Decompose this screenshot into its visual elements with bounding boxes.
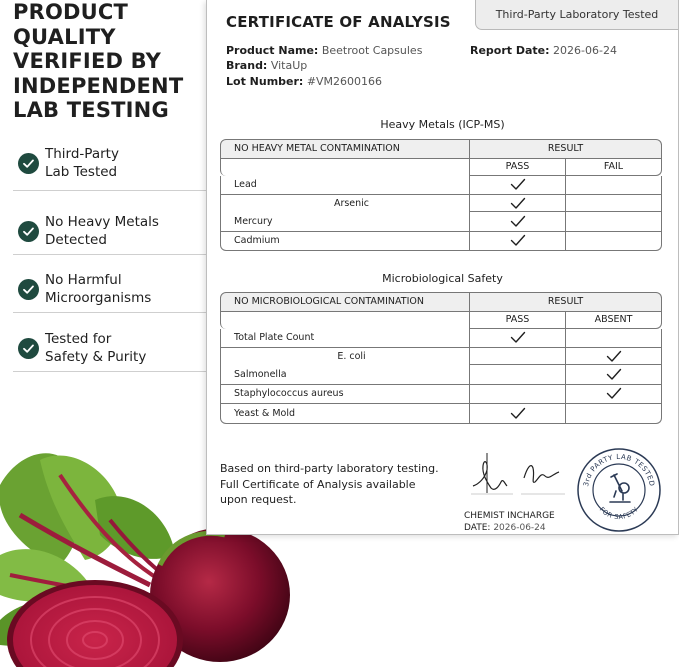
third-party-tag: Third-Party Laboratory Tested	[475, 0, 678, 30]
feature-label: Tested for	[45, 331, 112, 347]
certificate-card	[206, 0, 679, 535]
table-header: NO MICROBIOLOGICAL CONTAMINATION	[220, 292, 470, 312]
result-cell-col2	[566, 329, 662, 349]
table-row	[220, 212, 662, 232]
heavy-metals-title: Heavy Metals (ICP-MS)	[380, 118, 505, 131]
row-label: Salmonella	[220, 365, 470, 385]
lot-number-value: #VM2600166	[306, 75, 383, 88]
result-cell-col1	[470, 195, 566, 212]
microbiology-title: Microbiological Safety	[382, 272, 503, 285]
table-row	[220, 329, 662, 349]
feature-no-harmful-microorganisms	[13, 256, 206, 313]
table-row	[220, 385, 662, 405]
chemist-block	[464, 510, 555, 534]
seal-bottom-text: FOR SAFETY	[597, 505, 641, 522]
footnote	[220, 461, 439, 508]
chemist-label: CHEMIST INCHARGE	[464, 511, 555, 521]
seal-top-text: 3rd PARTY LAB TESTED	[582, 452, 656, 488]
headline-line: INDEPENDENT	[13, 73, 184, 98]
table-subheader-pass: PASS	[470, 312, 566, 329]
row-label: Staphylococcus aureus	[220, 385, 470, 405]
result-cell-col1	[470, 232, 566, 252]
lot-number	[226, 75, 382, 88]
table-row	[220, 365, 662, 385]
table-row	[220, 195, 662, 212]
report-date-value: 2026-06-24	[553, 44, 617, 57]
row-label: Arsenic	[220, 195, 470, 212]
lab-tested-seal	[576, 447, 662, 533]
table-subheader-absent: ABSENT	[566, 312, 662, 329]
check-circle-icon	[18, 338, 39, 359]
checkmark-icon	[510, 331, 526, 344]
check-circle-icon	[18, 279, 39, 300]
result-cell-col2	[566, 365, 662, 385]
headline	[13, 0, 203, 123]
brand-label: Brand:	[226, 59, 268, 72]
table-row	[220, 176, 662, 196]
feature-label: Detected	[45, 232, 107, 248]
headline-line: PRODUCT	[13, 0, 129, 24]
row-label: Yeast & Mold	[220, 404, 470, 424]
feature-label: Microorganisms	[45, 290, 152, 306]
result-cell-col1	[470, 385, 566, 405]
result-cell-col2	[566, 232, 662, 252]
table-header-result: RESULT	[470, 139, 662, 159]
checkmark-icon	[510, 234, 526, 247]
result-cell-col1	[470, 365, 566, 385]
result-cell-col2	[566, 404, 662, 424]
checkmark-icon	[606, 387, 622, 400]
product-name-value: Beetroot Capsules	[321, 44, 423, 57]
lot-number-label: Lot Number:	[226, 75, 304, 88]
headline-line: VERIFIED BY	[13, 49, 162, 73]
result-cell-col2	[566, 385, 662, 405]
checkmark-icon	[510, 197, 526, 210]
product-name-label: Product Name:	[226, 44, 319, 57]
row-label: E. coli	[220, 348, 470, 365]
result-cell-col1	[470, 404, 566, 424]
product-name	[226, 44, 422, 57]
microbiology-table	[220, 292, 662, 424]
checkmark-icon	[510, 215, 526, 228]
result-cell-col2	[566, 195, 662, 212]
brand-value: VitaUp	[270, 59, 308, 72]
table-subheader-fail: FAIL	[566, 159, 662, 176]
row-label: Mercury	[220, 212, 470, 232]
heavy-metals-table	[220, 139, 662, 251]
check-circle-icon	[18, 221, 39, 242]
result-cell-col1	[470, 329, 566, 349]
result-cell-col2	[566, 176, 662, 196]
report-date	[470, 44, 617, 57]
feature-safety-purity	[13, 315, 206, 372]
checkmark-icon	[510, 407, 526, 420]
feature-label: Third-Party	[45, 146, 119, 162]
table-subheader-pass: PASS	[470, 159, 566, 176]
feature-label: No Harmful	[45, 272, 122, 288]
table-row	[220, 232, 662, 252]
footnote-line: Full Certificate of Analysis available	[220, 477, 416, 491]
result-cell-col2	[566, 212, 662, 232]
table-subheader-empty	[220, 312, 470, 329]
feature-third-party	[13, 134, 206, 191]
feature-label: Lab Tested	[45, 164, 118, 180]
row-label: Cadmium	[220, 232, 470, 252]
check-circle-icon	[18, 153, 39, 174]
table-header: NO HEAVY METAL CONTAMINATION	[220, 139, 470, 159]
checkmark-icon	[510, 178, 526, 191]
result-cell-col1	[470, 348, 566, 365]
row-label: Lead	[220, 176, 470, 196]
certificate-title: CERTIFICATE OF ANALYSIS	[226, 13, 451, 31]
footnote-line: Based on third-party laboratory testing.	[220, 462, 439, 475]
result-cell-col2	[566, 348, 662, 365]
checkmark-icon	[606, 350, 622, 363]
table-subheader-empty	[220, 159, 470, 176]
feature-label: No Heavy Metals	[45, 214, 159, 230]
report-date-label: Report Date:	[470, 44, 550, 57]
feature-no-heavy-metals	[13, 198, 206, 255]
table-row	[220, 348, 662, 365]
headline-line: QUALITY	[13, 24, 116, 49]
signature-image	[469, 448, 569, 503]
footnote-line: upon request.	[220, 493, 297, 506]
row-label: Total Plate Count	[220, 329, 470, 349]
table-row	[220, 404, 662, 424]
table-header-result: RESULT	[470, 292, 662, 312]
feature-label: Safety & Purity	[45, 349, 147, 365]
headline-line: LAB TESTING	[13, 98, 169, 122]
chemist-date: DATE: 2026-06-24	[464, 523, 546, 533]
checkmark-icon	[606, 368, 622, 381]
brand	[226, 59, 307, 72]
result-cell-col1	[470, 212, 566, 232]
result-cell-col1	[470, 176, 566, 196]
